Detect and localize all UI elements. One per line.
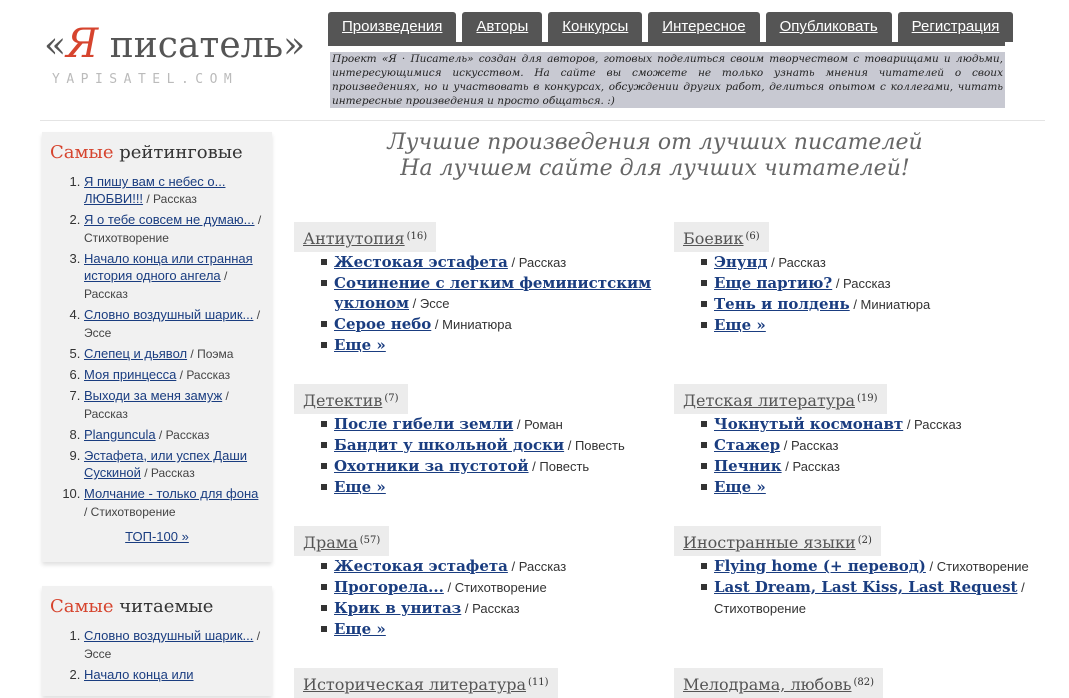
list-item xyxy=(334,273,654,314)
work-link[interactable]: Молчание - только для фона xyxy=(84,486,259,501)
work-type: / Эссе xyxy=(84,629,261,661)
work-link[interactable]: Словно воздушный шарик... xyxy=(84,307,254,322)
list-item xyxy=(334,598,654,619)
nav-works[interactable]: Произведения xyxy=(328,12,456,42)
list-item xyxy=(334,314,654,335)
work-type: / Эссе xyxy=(84,308,261,340)
genre-count: (16) xyxy=(406,231,428,242)
work-link[interactable]: Словно воздушный шарик... xyxy=(84,628,254,643)
list-item xyxy=(334,435,654,456)
sidebar-title-rest: рейтинговые xyxy=(113,142,243,163)
work-type: / Стихотворение xyxy=(925,559,1029,574)
work-link[interactable]: Сочинение с легким феминистским уклоном xyxy=(334,274,652,312)
genre-link[interactable]: Антиутопия xyxy=(303,229,405,248)
genre-heading xyxy=(294,526,389,556)
work-link[interactable]: После гибели земли xyxy=(334,415,514,433)
genre-block xyxy=(294,526,654,639)
work-type: / Рассказ xyxy=(84,389,229,421)
most-read-list xyxy=(42,627,272,683)
work-type: / Рассказ xyxy=(84,269,228,301)
genre-heading xyxy=(674,384,887,414)
list-item xyxy=(84,387,264,423)
nav-underline xyxy=(328,42,1005,46)
work-link[interactable]: Эстафета, или успех Даши Сускиной xyxy=(84,448,248,480)
list-item xyxy=(334,335,654,355)
work-link[interactable]: Моя принцесса xyxy=(84,367,177,382)
list-item xyxy=(334,456,654,477)
list-item xyxy=(714,294,1034,315)
genre-count: (19) xyxy=(856,393,878,404)
work-link[interactable]: Я пишу вам с небес о... ЛЮБВИ!!! xyxy=(84,174,226,206)
list-item xyxy=(714,315,1034,335)
sidebar-title-accent: Самые xyxy=(50,596,114,617)
genre-block xyxy=(674,384,1034,497)
list-item xyxy=(84,485,264,521)
work-link[interactable]: Еще партию? xyxy=(714,274,833,292)
list-item xyxy=(84,250,264,303)
genre-link[interactable]: Боевик xyxy=(683,229,744,248)
list-item xyxy=(84,211,264,247)
nav-interesting[interactable]: Интересное xyxy=(648,12,759,42)
work-link[interactable]: Planguncula xyxy=(84,427,156,442)
work-type: / Эссе xyxy=(409,296,450,311)
list-item xyxy=(84,366,264,384)
work-link[interactable]: Flying home (+ перевод) xyxy=(714,557,926,575)
genre-heading xyxy=(674,668,883,698)
list-item xyxy=(84,306,264,342)
slogan-line-1: Лучшие произведения от лучших писателей xyxy=(387,130,923,155)
work-link[interactable]: Начало конца или xyxy=(84,667,194,682)
logo-ya: Я xyxy=(66,21,99,67)
work-type: / Рассказ xyxy=(780,438,839,453)
work-link[interactable]: Слепец и дьявол xyxy=(84,346,188,361)
more-link[interactable]: Еще » xyxy=(334,336,386,354)
work-link[interactable]: Last Dream, Last Kiss, Last Request xyxy=(714,578,1018,596)
logo-subtitle: YAPISATEL.COM xyxy=(52,72,239,87)
genre-block xyxy=(294,222,654,355)
list-item xyxy=(84,173,264,208)
work-link[interactable]: Серое небо xyxy=(334,315,432,333)
genre-heading xyxy=(294,384,408,414)
site-logo[interactable] xyxy=(44,20,306,100)
work-link[interactable]: Охотники за пустотой xyxy=(334,457,529,475)
list-item xyxy=(714,414,1034,435)
nav-register[interactable]: Регистрация xyxy=(898,12,1014,42)
genre-count: (7) xyxy=(384,393,399,404)
list-item xyxy=(84,666,264,683)
genre-works-list xyxy=(294,252,654,355)
genre-heading xyxy=(294,668,558,698)
genre-block xyxy=(674,668,1034,698)
genre-works-list xyxy=(674,414,1034,497)
work-type: / Повесть xyxy=(564,438,625,453)
genre-heading xyxy=(294,222,436,252)
more-link[interactable]: Еще » xyxy=(334,478,386,496)
list-item xyxy=(84,426,264,444)
work-type: / Роман xyxy=(513,417,563,432)
genre-link[interactable]: Историческая литература xyxy=(303,675,527,694)
logo-quote-open: « xyxy=(44,25,67,66)
genre-link[interactable]: Иностранные языки xyxy=(683,533,856,552)
logo-wordmark xyxy=(44,20,306,70)
genre-link[interactable]: Драма xyxy=(303,533,358,552)
site-intro: Проект «Я · Писатель» создан для авторов, готовых поделиться своим творчеством с товарищами и людьми, интересующимися искусством. На сайте вы сможете не только узнать мнения читателей о своих произведениях, но и участвовать в конкурсах, обсуждении других работ, делиться опытом с коллегами, читать интересные произведения и просто общаться. :) xyxy=(332,53,1003,107)
nav-authors[interactable]: Авторы xyxy=(462,12,542,42)
work-type: / Поэма xyxy=(187,347,234,361)
work-link[interactable]: Энунд xyxy=(714,253,768,271)
list-item xyxy=(714,577,1034,619)
more-link[interactable]: Еще » xyxy=(714,316,766,334)
work-link[interactable]: Выходи за меня замуж xyxy=(84,388,223,403)
list-item xyxy=(84,345,264,363)
work-type: / Рассказ xyxy=(832,276,891,291)
sidebar-most-read-title xyxy=(42,586,272,621)
list-item xyxy=(334,252,654,273)
genre-block xyxy=(294,668,654,698)
genre-block xyxy=(674,222,1034,335)
work-type: / Рассказ xyxy=(143,192,197,206)
genre-count: (2) xyxy=(857,535,872,546)
more-link[interactable]: Еще » xyxy=(334,620,386,638)
genre-count: (11) xyxy=(528,677,549,688)
list-item xyxy=(714,477,1034,497)
work-link[interactable]: Тень и полдень xyxy=(714,295,850,313)
genre-count: (6) xyxy=(745,231,760,242)
work-type: / Стихотворение xyxy=(443,580,547,595)
list-item xyxy=(714,273,1034,294)
work-type: / Миниатюра xyxy=(431,317,512,332)
work-type: / Стихотворение xyxy=(84,505,176,519)
slogan-line-2: На лучшем сайте для лучших читателей! xyxy=(400,156,910,181)
work-link[interactable]: Начало конца или странная история одного ангела xyxy=(84,251,253,283)
genre-link[interactable]: Детектив xyxy=(303,391,383,410)
slogan xyxy=(330,130,980,182)
work-type: / Миниатюра xyxy=(849,297,931,312)
more-link[interactable]: Еще » xyxy=(714,478,766,496)
sidebar-title-rest: читаемые xyxy=(113,596,214,617)
work-type: / Рассказ xyxy=(507,559,567,574)
work-link[interactable]: Чокнутый космонавт xyxy=(714,415,904,433)
list-item xyxy=(334,414,654,435)
work-type: / Стихотворение xyxy=(714,580,1025,616)
sidebar-top-title xyxy=(42,132,272,167)
list-item xyxy=(714,556,1034,577)
work-link[interactable]: Стажер xyxy=(714,436,781,454)
work-type: / Стихотворение xyxy=(84,213,262,245)
list-item xyxy=(84,627,264,663)
genre-works-list xyxy=(674,252,1034,335)
logo-word: писатель xyxy=(98,25,284,66)
genre-count: (57) xyxy=(359,535,381,546)
work-type: / Рассказ xyxy=(155,428,210,442)
list-item xyxy=(714,456,1034,477)
work-link[interactable]: Жестокая эстафета xyxy=(334,253,508,271)
list-item xyxy=(334,577,654,598)
nav-publish[interactable]: Опубликовать xyxy=(766,12,892,42)
sidebar-title-accent: Самые xyxy=(50,142,114,163)
list-item xyxy=(84,447,264,482)
work-link[interactable]: Бандит у школьной доски xyxy=(334,436,565,454)
list-item xyxy=(334,477,654,497)
work-type: / Рассказ xyxy=(140,466,195,480)
genre-works-list xyxy=(674,556,1034,619)
genre-block xyxy=(294,384,654,497)
work-link[interactable]: Я о тебе совсем не думаю... xyxy=(84,212,255,227)
genre-heading xyxy=(674,526,881,556)
work-type: / Рассказ xyxy=(176,368,231,382)
sidebar-most-read xyxy=(42,586,272,696)
work-type: / Рассказ xyxy=(903,417,962,432)
list-item xyxy=(714,435,1034,456)
genre-heading xyxy=(674,222,769,252)
list-item xyxy=(334,556,654,577)
work-type: / Повесть xyxy=(528,459,590,474)
work-link[interactable]: Крик в унитаз xyxy=(334,599,462,617)
genre-works-list xyxy=(294,414,654,497)
genre-link[interactable]: Мелодрама, любовь xyxy=(683,675,852,694)
list-item xyxy=(714,252,1034,273)
logo-quote-close: » xyxy=(283,25,306,66)
work-type: / Рассказ xyxy=(461,601,520,616)
list-item xyxy=(334,619,654,639)
header-divider xyxy=(40,120,1045,121)
top-100-link[interactable]: ТОП-100 » xyxy=(125,529,189,544)
work-link[interactable]: Прогорела... xyxy=(334,578,444,596)
genre-block xyxy=(674,526,1034,619)
work-type: / Рассказ xyxy=(767,255,826,270)
top-rated-list xyxy=(42,173,272,521)
work-type: / Рассказ xyxy=(781,459,840,474)
genre-count: (82) xyxy=(853,677,875,688)
work-link[interactable]: Жестокая эстафета xyxy=(334,557,508,575)
genre-link[interactable]: Детская литература xyxy=(683,391,855,410)
nav-contests[interactable]: Конкурсы xyxy=(548,12,642,42)
work-type: / Рассказ xyxy=(507,255,567,270)
work-link[interactable]: Печник xyxy=(714,457,782,475)
sidebar-top-rated xyxy=(42,132,272,562)
main-nav xyxy=(328,12,1013,42)
genre-works-list xyxy=(294,556,654,639)
